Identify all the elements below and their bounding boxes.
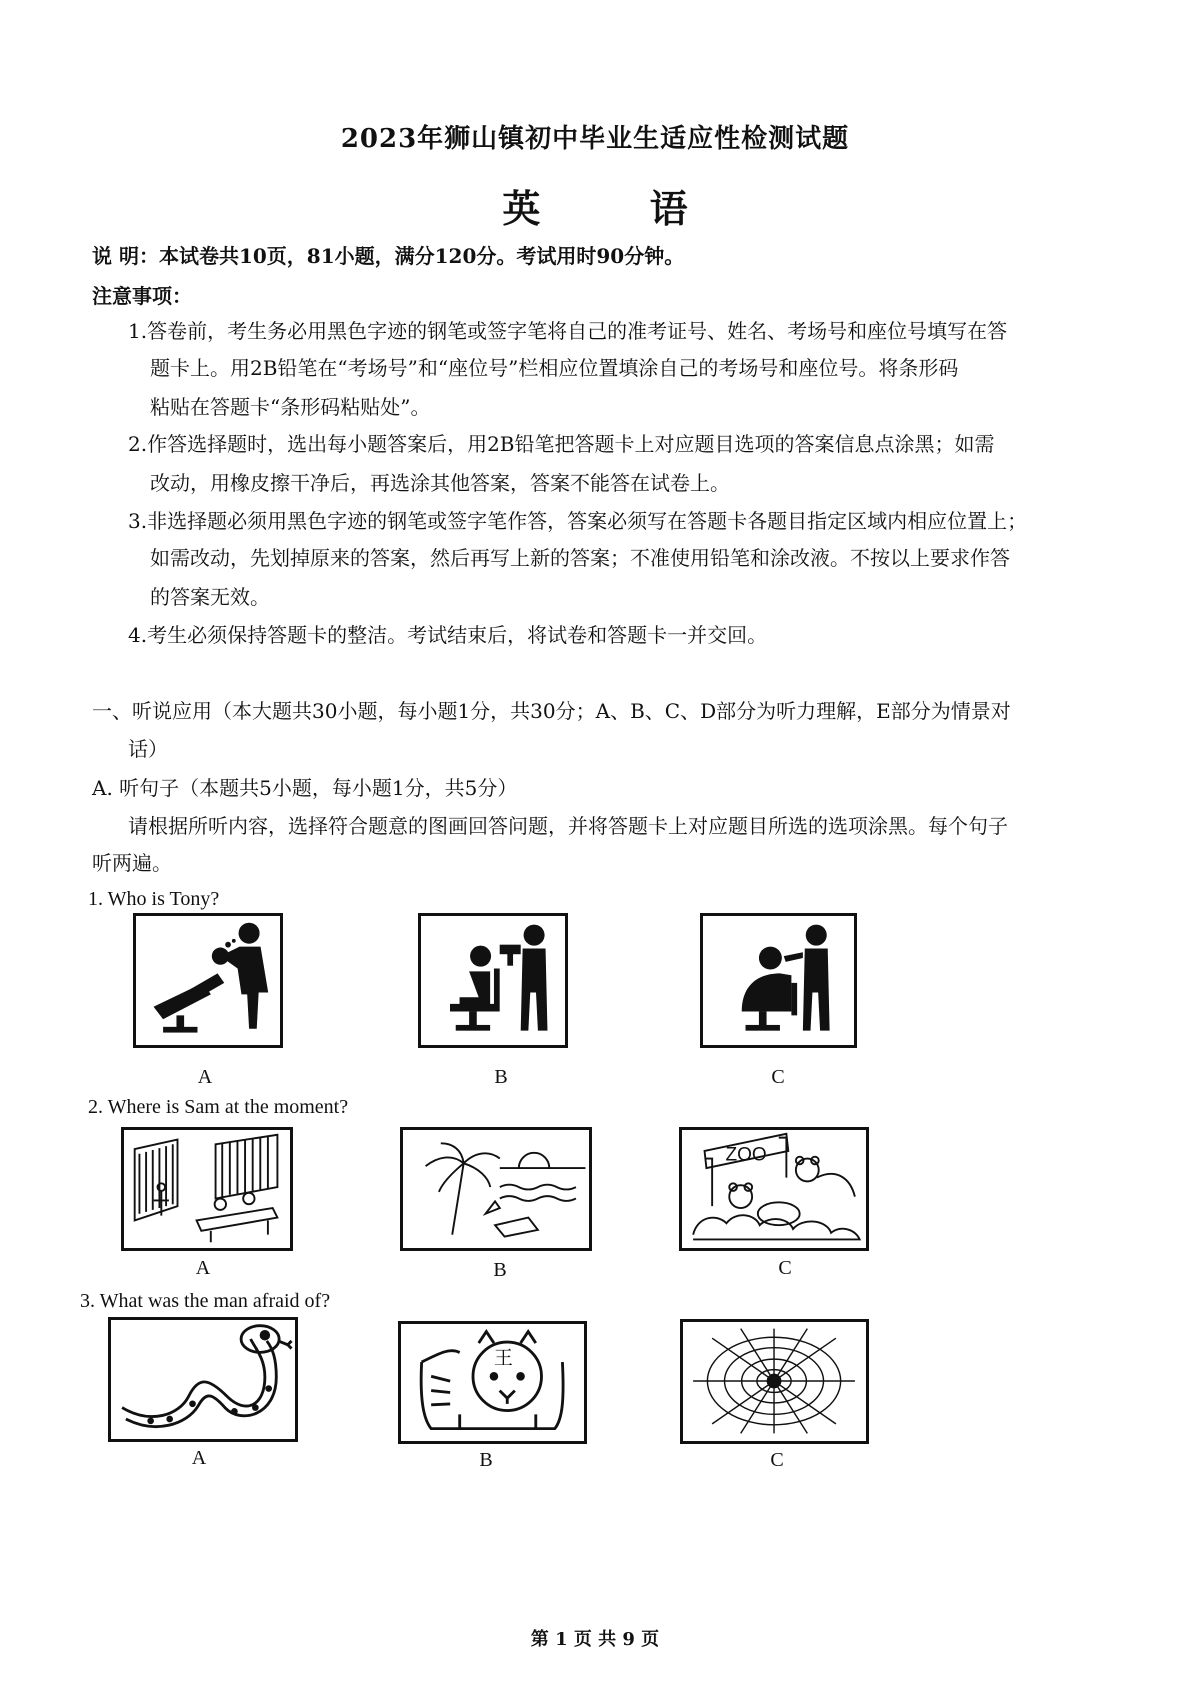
option-label: A — [195, 1257, 211, 1279]
option-label: B — [479, 1449, 493, 1471]
instruction-1-line-2: 题卡上。用2B铅笔在“考场号”和“座位号”栏相应位置填涂自己的考场号和座位号。将条形码 — [150, 356, 959, 380]
section-1-heading: 一、听说应用（本大题共30小题，每小题1分，共30分；A、B、C、D部分为听力理解，E部分为情景对 — [92, 699, 1011, 723]
library-icon — [121, 1127, 293, 1251]
instruction-2-line-2: 改动，用橡皮擦干净后，再选涂其他答案，答案不能答在试卷上。 — [150, 471, 730, 495]
section-1-heading-cont: 话） — [128, 737, 168, 761]
tiger-mark-text: 王 — [493, 1346, 513, 1369]
part-a-instruction-cont: 听两遍。 — [92, 851, 172, 875]
page-footer: 第 1 页 共 9 页 — [530, 1629, 660, 1650]
attention-heading: 注意事项： — [92, 284, 192, 308]
zoo-sign-text: ZOO — [725, 1144, 767, 1166]
spider-web-icon — [680, 1319, 869, 1444]
option-label: A — [197, 1066, 213, 1088]
part-a-instruction: 请根据所听内容，选择符合题意的图画回答问题，并将答题卡上对应题目所选的选项涂黑。每个句子 — [128, 814, 1008, 838]
question-2: 2. Where is Sam at the moment? — [88, 1096, 349, 1118]
option-label: C — [778, 1257, 792, 1279]
question-1: 1. Who is Tony? — [88, 888, 220, 910]
option-label: B — [494, 1066, 508, 1088]
instruction-4-line-1: 4.考生必须保持答题卡的整洁。考试结束后，将试卷和答题卡一并交回。 — [128, 623, 768, 647]
option-label: C — [770, 1449, 784, 1471]
instruction-3-line-2: 如需改动，先划掉原来的答案，然后再写上新的答案；不准使用铅笔和涂改液。不按以上要求作答 — [150, 546, 1010, 570]
tiger-icon — [398, 1321, 587, 1444]
option-label: C — [771, 1066, 785, 1088]
beach-icon — [400, 1127, 592, 1251]
instruction-2-line-1: 2.作答选择题时，选出每小题答案后，用2B铅笔把答题卡上对应题目选项的答案信息点涂黑；如需 — [128, 432, 995, 456]
haircut-icon — [700, 913, 857, 1048]
part-a-heading: A. 听句子（本题共5小题，每小题1分，共5分） — [92, 776, 518, 800]
hair-dryer-icon — [418, 913, 568, 1048]
instruction-3-line-3: 的答案无效。 — [150, 585, 270, 609]
option-label: A — [191, 1447, 207, 1469]
instruction-3-line-1: 3.非选择题必须用黑色字迹的钢笔或签字笔作答，答案必须写在答题卡各题目指定区域内相应位置上； — [128, 509, 1028, 533]
exam-title: 2023年狮山镇初中毕业生适应性检测试题 — [340, 124, 850, 154]
hair-wash-icon — [133, 913, 283, 1048]
zoo-icon — [679, 1127, 869, 1251]
subject-title: 英 语 — [502, 186, 736, 231]
instruction-1-line-1: 1.答卷前，考生务必用黑色字迹的钢笔或签字笔将自己的准考证号、姓名、考场号和座位号填写在答 — [128, 319, 1008, 343]
question-3: 3. What was the man afraid of? — [80, 1290, 331, 1312]
instruction-1-line-3: 粘贴在答题卡“条形码粘贴处”。 — [150, 395, 431, 419]
exam-note: 说 明：本试卷共10页，81小题，满分120分。考试用时90分钟。 — [92, 244, 685, 268]
option-label: B — [493, 1259, 507, 1281]
snake-icon — [108, 1317, 298, 1442]
